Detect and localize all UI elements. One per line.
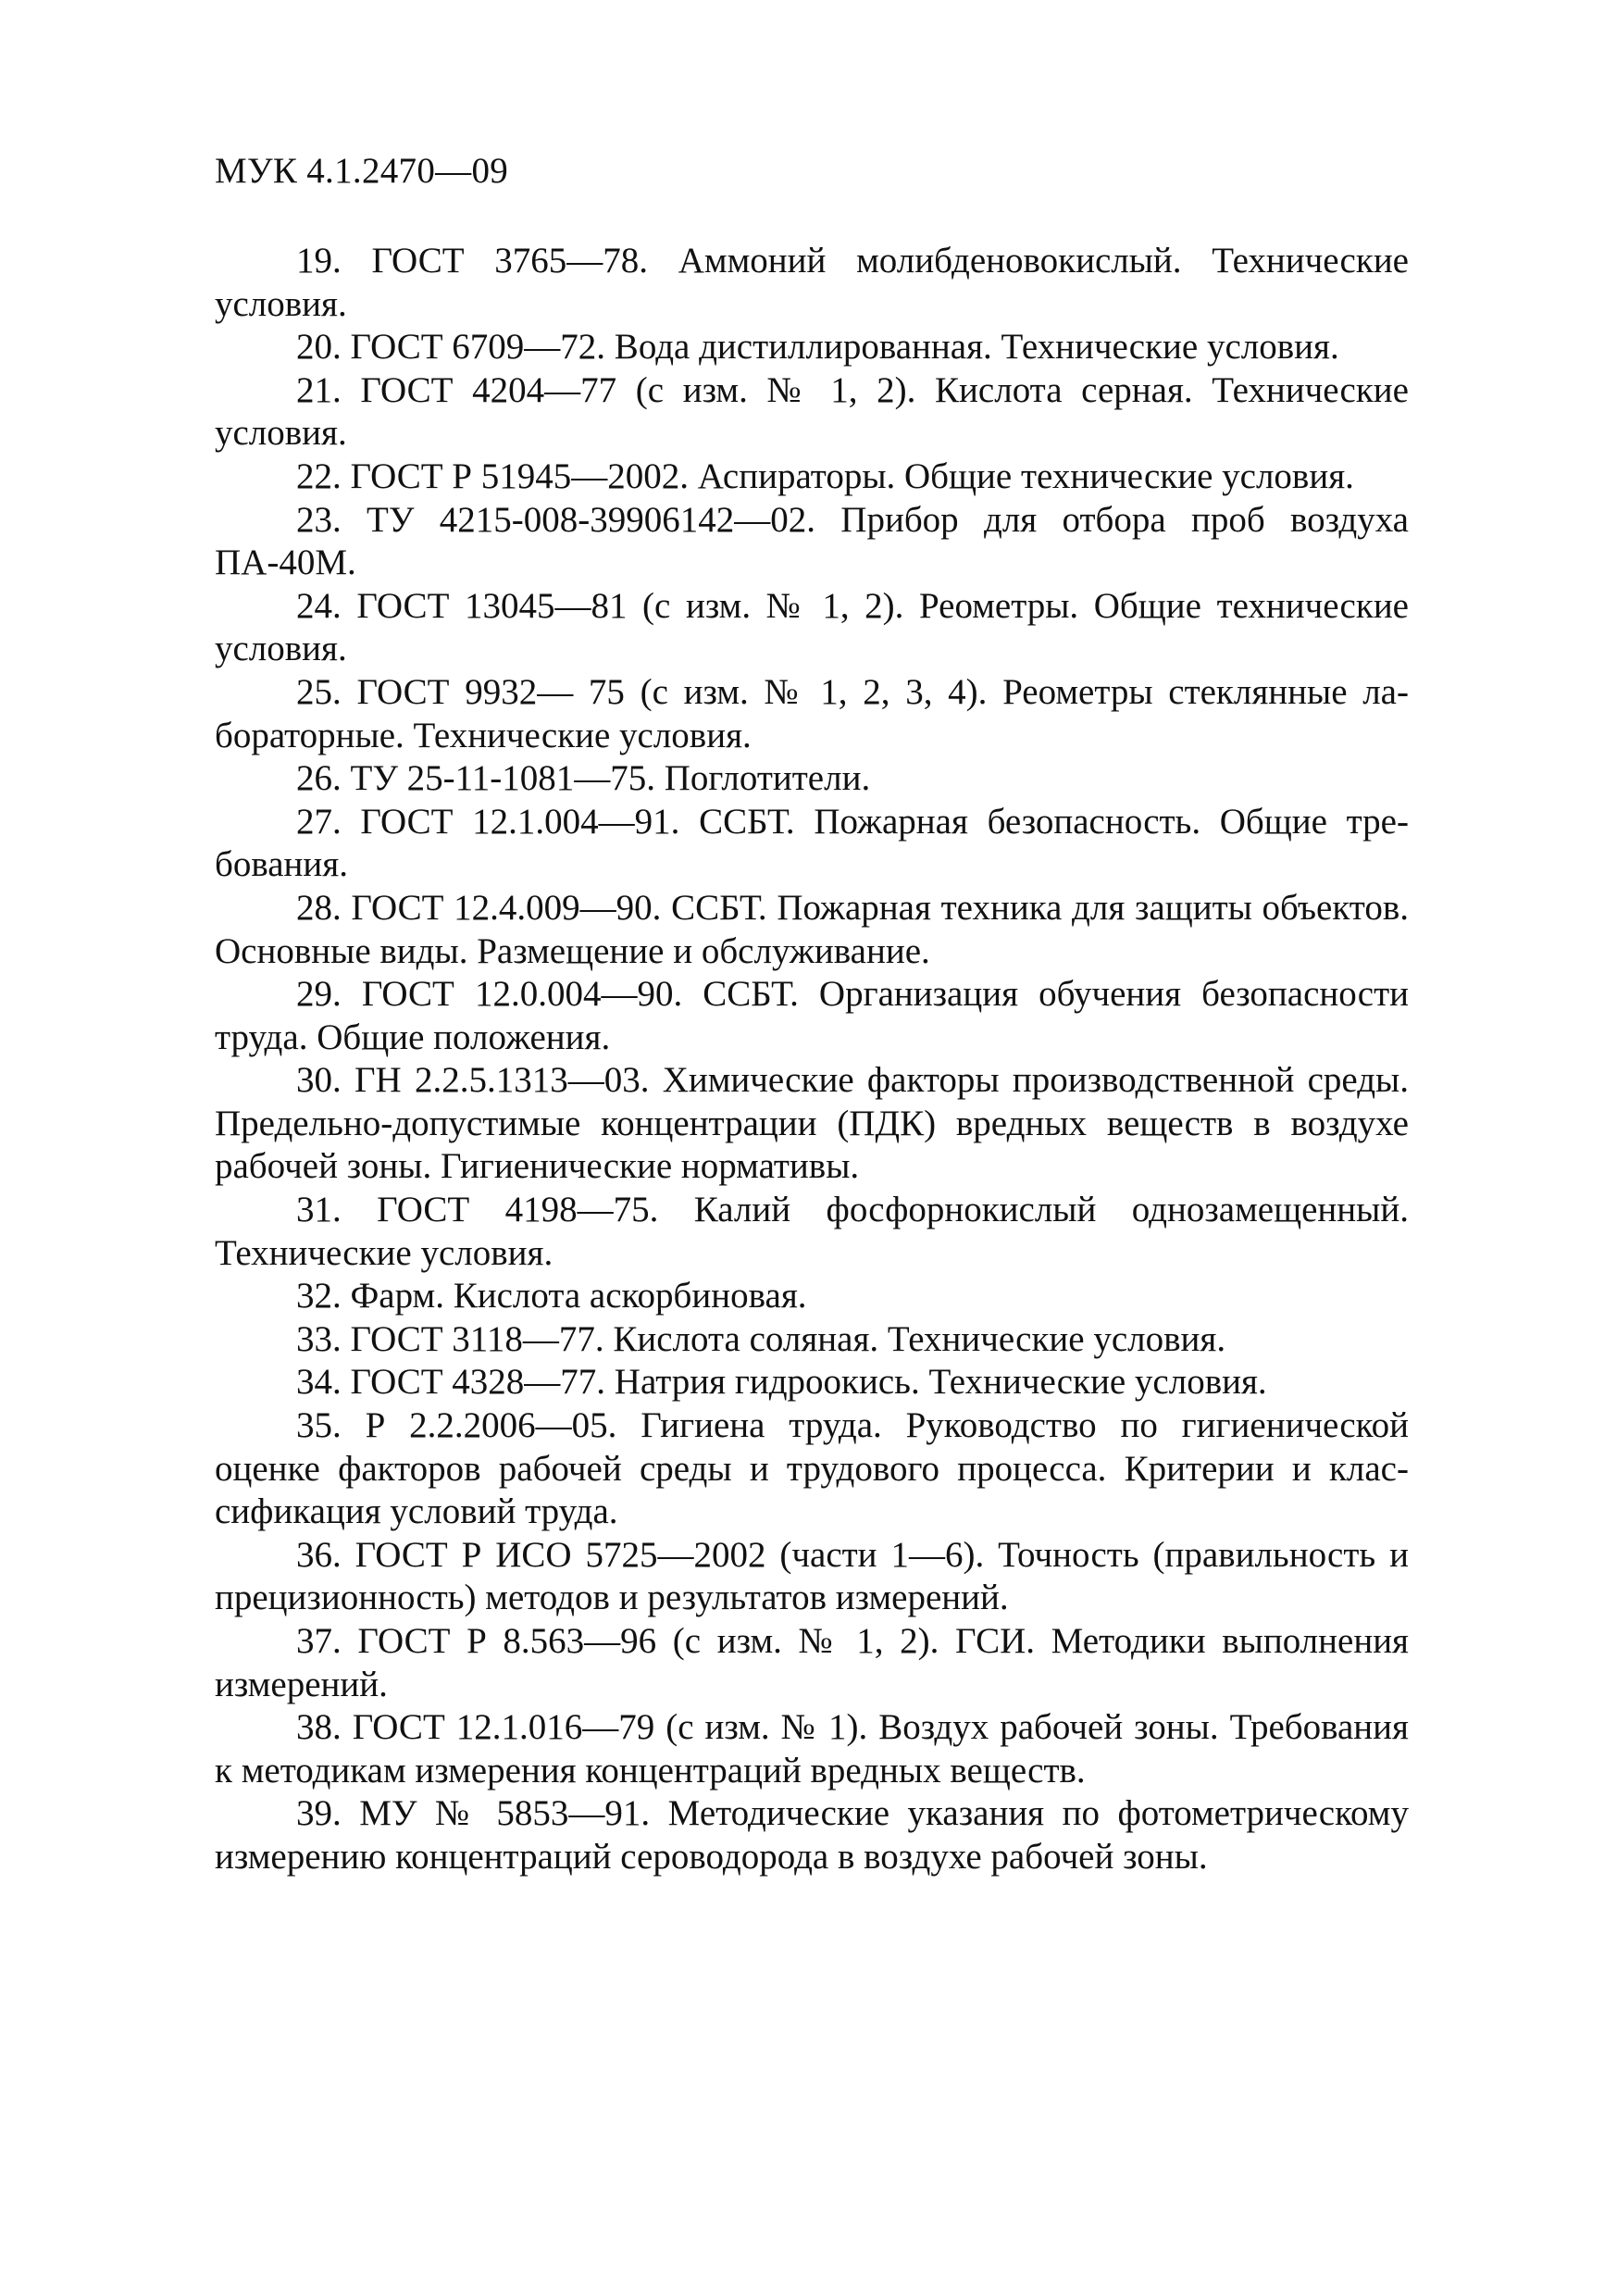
list-item: 20. ГОСТ 6709—72. Вода дистиллированная. Технические условия. [296, 327, 1339, 368]
list-item: 30. ГН 2.2.5.1313—03. Химические факторы производственной среды. Предельно-допустимые концентрации (ПДК) вредных веществ в воздухе рабочей зоны. Гигиенические нормативы. [215, 1060, 1409, 1187]
list-item: 26. ТУ 25-11-1081—75. Поглотители. [296, 758, 871, 799]
list-item: 23. ТУ 4215-008-39906142—02. Прибор для отбора проб воздуха ПА-40М. [215, 499, 1409, 583]
list-item: 21. ГОСТ 4204—77 (с изм. № 1, 2). Кислота серная. Технические условия. [215, 369, 1409, 454]
list-item: 27. ГОСТ 12.1.004—91. ССБТ. Пожарная безопасность. Общие требования. [215, 801, 1409, 885]
list-item: 19. ГОСТ 3765—78. Аммоний молибденовокислый. Технические условия. [215, 241, 1409, 324]
reference-list [215, 240, 1409, 1879]
running-header: МУК 4.1.2470—09 [215, 151, 509, 191]
list-item: 25. ГОСТ 9932— 75 (с изм. № 1, 2, 3, 4). Реометры стеклянные лабораторные. Технические условия. [215, 671, 1409, 755]
list-item: 36. ГОСТ Р ИСО 5725—2002 (части 1—6). Точность (правильность и прецизионность) методов и результатов измерений. [215, 1534, 1409, 1618]
list-item: 32. Фарм. Кислота аскорбиновая. [296, 1276, 807, 1316]
list-item: 37. ГОСТ Р 8.563—96 (с изм. № 1, 2). ГСИ. Методики выполнения измерений. [215, 1621, 1409, 1704]
list-item: 39. МУ № 5853—91. Методические указания по фотометрическому измерению концентраций сероводорода в воздухе рабочей зоны. [215, 1793, 1409, 1877]
list-item: 31. ГОСТ 4198—75. Калий фосфорнокислый однозамещенный. Технические условия. [215, 1190, 1409, 1273]
list-item: 35. Р 2.2.2006—05. Гигиена труда. Руководство по гигиенической оценке факторов рабочей среды и трудового процесса. Критерии и классификация условий труда. [215, 1405, 1409, 1532]
list-item: 22. ГОСТ Р 51945—2002. Аспираторы. Общие технические условия. [296, 455, 1354, 496]
list-item: 33. ГОСТ 3118—77. Кислота соляная. Технические условия. [296, 1318, 1226, 1359]
list-item: 38. ГОСТ 12.1.016—79 (с изм. № 1). Воздух рабочей зоны. Требования к методикам измерения концентраций вредных веществ. [215, 1707, 1409, 1791]
list-item: 34. ГОСТ 4328—77. Натрия гидроокись. Технические условия. [296, 1362, 1267, 1403]
list-item: 29. ГОСТ 12.0.004—90. ССБТ. Организация обучения безопасности труда. Общие положения. [215, 974, 1409, 1057]
list-item: 28. ГОСТ 12.4.009—90. ССБТ. Пожарная техника для защиты объектов. Основные виды. Размещение и обслуживание. [215, 887, 1409, 971]
list-item: 24. ГОСТ 13045—81 (с изм. № 1, 2). Реометры. Общие технические условия. [215, 585, 1409, 669]
